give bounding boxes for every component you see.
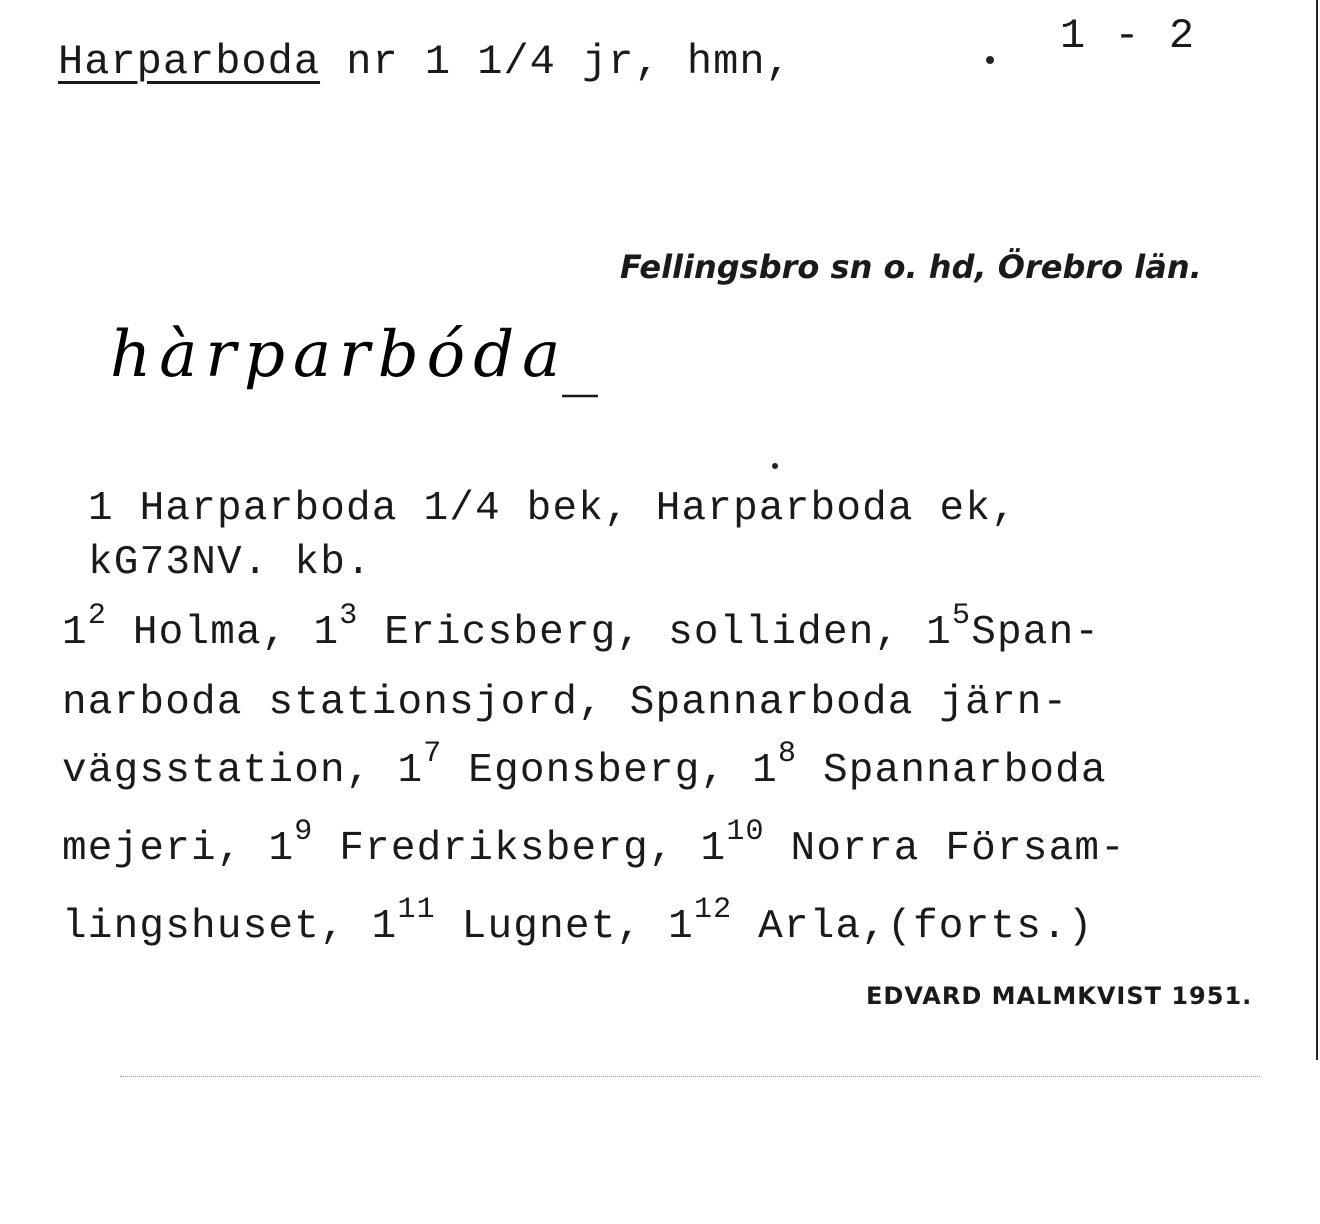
- entry-superscript: 12: [693, 893, 733, 927]
- entry-text: mejeri,: [62, 826, 269, 872]
- entry-number: 1: [371, 904, 398, 950]
- entry-line-6: [62, 815, 1126, 872]
- entry-number: 1: [752, 748, 778, 794]
- entry-superscript: 9: [294, 815, 314, 849]
- entry-line-3: [62, 599, 1101, 656]
- entry-superscript: 7: [423, 737, 443, 771]
- entry-text: Egonsberg,: [442, 748, 753, 794]
- entry-text: Span-: [971, 610, 1101, 656]
- entry-text: Lugnet,: [435, 904, 669, 950]
- parish-location: Fellingsbro sn o. hd, Örebro län.: [620, 248, 1202, 286]
- entry-superscript: 3: [339, 599, 359, 633]
- entry-number: 1: [397, 748, 424, 794]
- entry-text: Fredriksberg,: [313, 826, 701, 872]
- entry-text: Norra Försam-: [764, 826, 1126, 872]
- ink-dot: [772, 463, 778, 469]
- entry-superscript: 10: [726, 815, 765, 849]
- entry-line-1: 1 Harparboda 1/4 bek, Harparboda ek,: [88, 486, 1017, 532]
- entry-number: 1: [926, 610, 952, 656]
- entry-text: Ericsberg, solliden,: [358, 610, 927, 656]
- entry-number: 1: [668, 904, 694, 950]
- handwritten-text: hàrparbóda: [110, 318, 569, 392]
- entry-number: 1: [313, 610, 340, 656]
- entry-line-5: [62, 737, 1107, 794]
- entry-superscript: 2: [87, 599, 108, 633]
- place-details: nr 1 1/4 jr, hmn,: [320, 38, 792, 86]
- entry-text: Holma,: [107, 610, 314, 656]
- card-header: [58, 38, 792, 86]
- handwritten-pronunciation: [110, 300, 670, 420]
- card-bottom-edge: [120, 1076, 1260, 1077]
- entry-line-4: narboda stationsjord, Spannarboda järn-: [62, 680, 1069, 726]
- entry-text: vägsstation,: [62, 748, 398, 794]
- entry-number: 1: [700, 826, 727, 872]
- entry-superscript: 11: [397, 893, 436, 927]
- entry-superscript: 8: [777, 737, 798, 771]
- entry-line-7: [62, 893, 1094, 950]
- entry-text: lingshuset,: [62, 904, 372, 950]
- entry-number: 1: [268, 826, 295, 872]
- card-number: 1 - 2: [1060, 12, 1197, 60]
- entry-superscript: 5: [951, 599, 972, 633]
- author-signature: EDVARD MALMKVIST 1951.: [866, 982, 1253, 1010]
- entry-text: Spannarboda: [797, 748, 1107, 794]
- place-name: Harparboda: [58, 38, 321, 86]
- entry-line-2: kG73NV. kb.: [88, 540, 372, 586]
- entry-text: Arla,(forts.): [732, 904, 1094, 950]
- entry-number: 1: [62, 610, 88, 656]
- ink-dot: [986, 56, 994, 64]
